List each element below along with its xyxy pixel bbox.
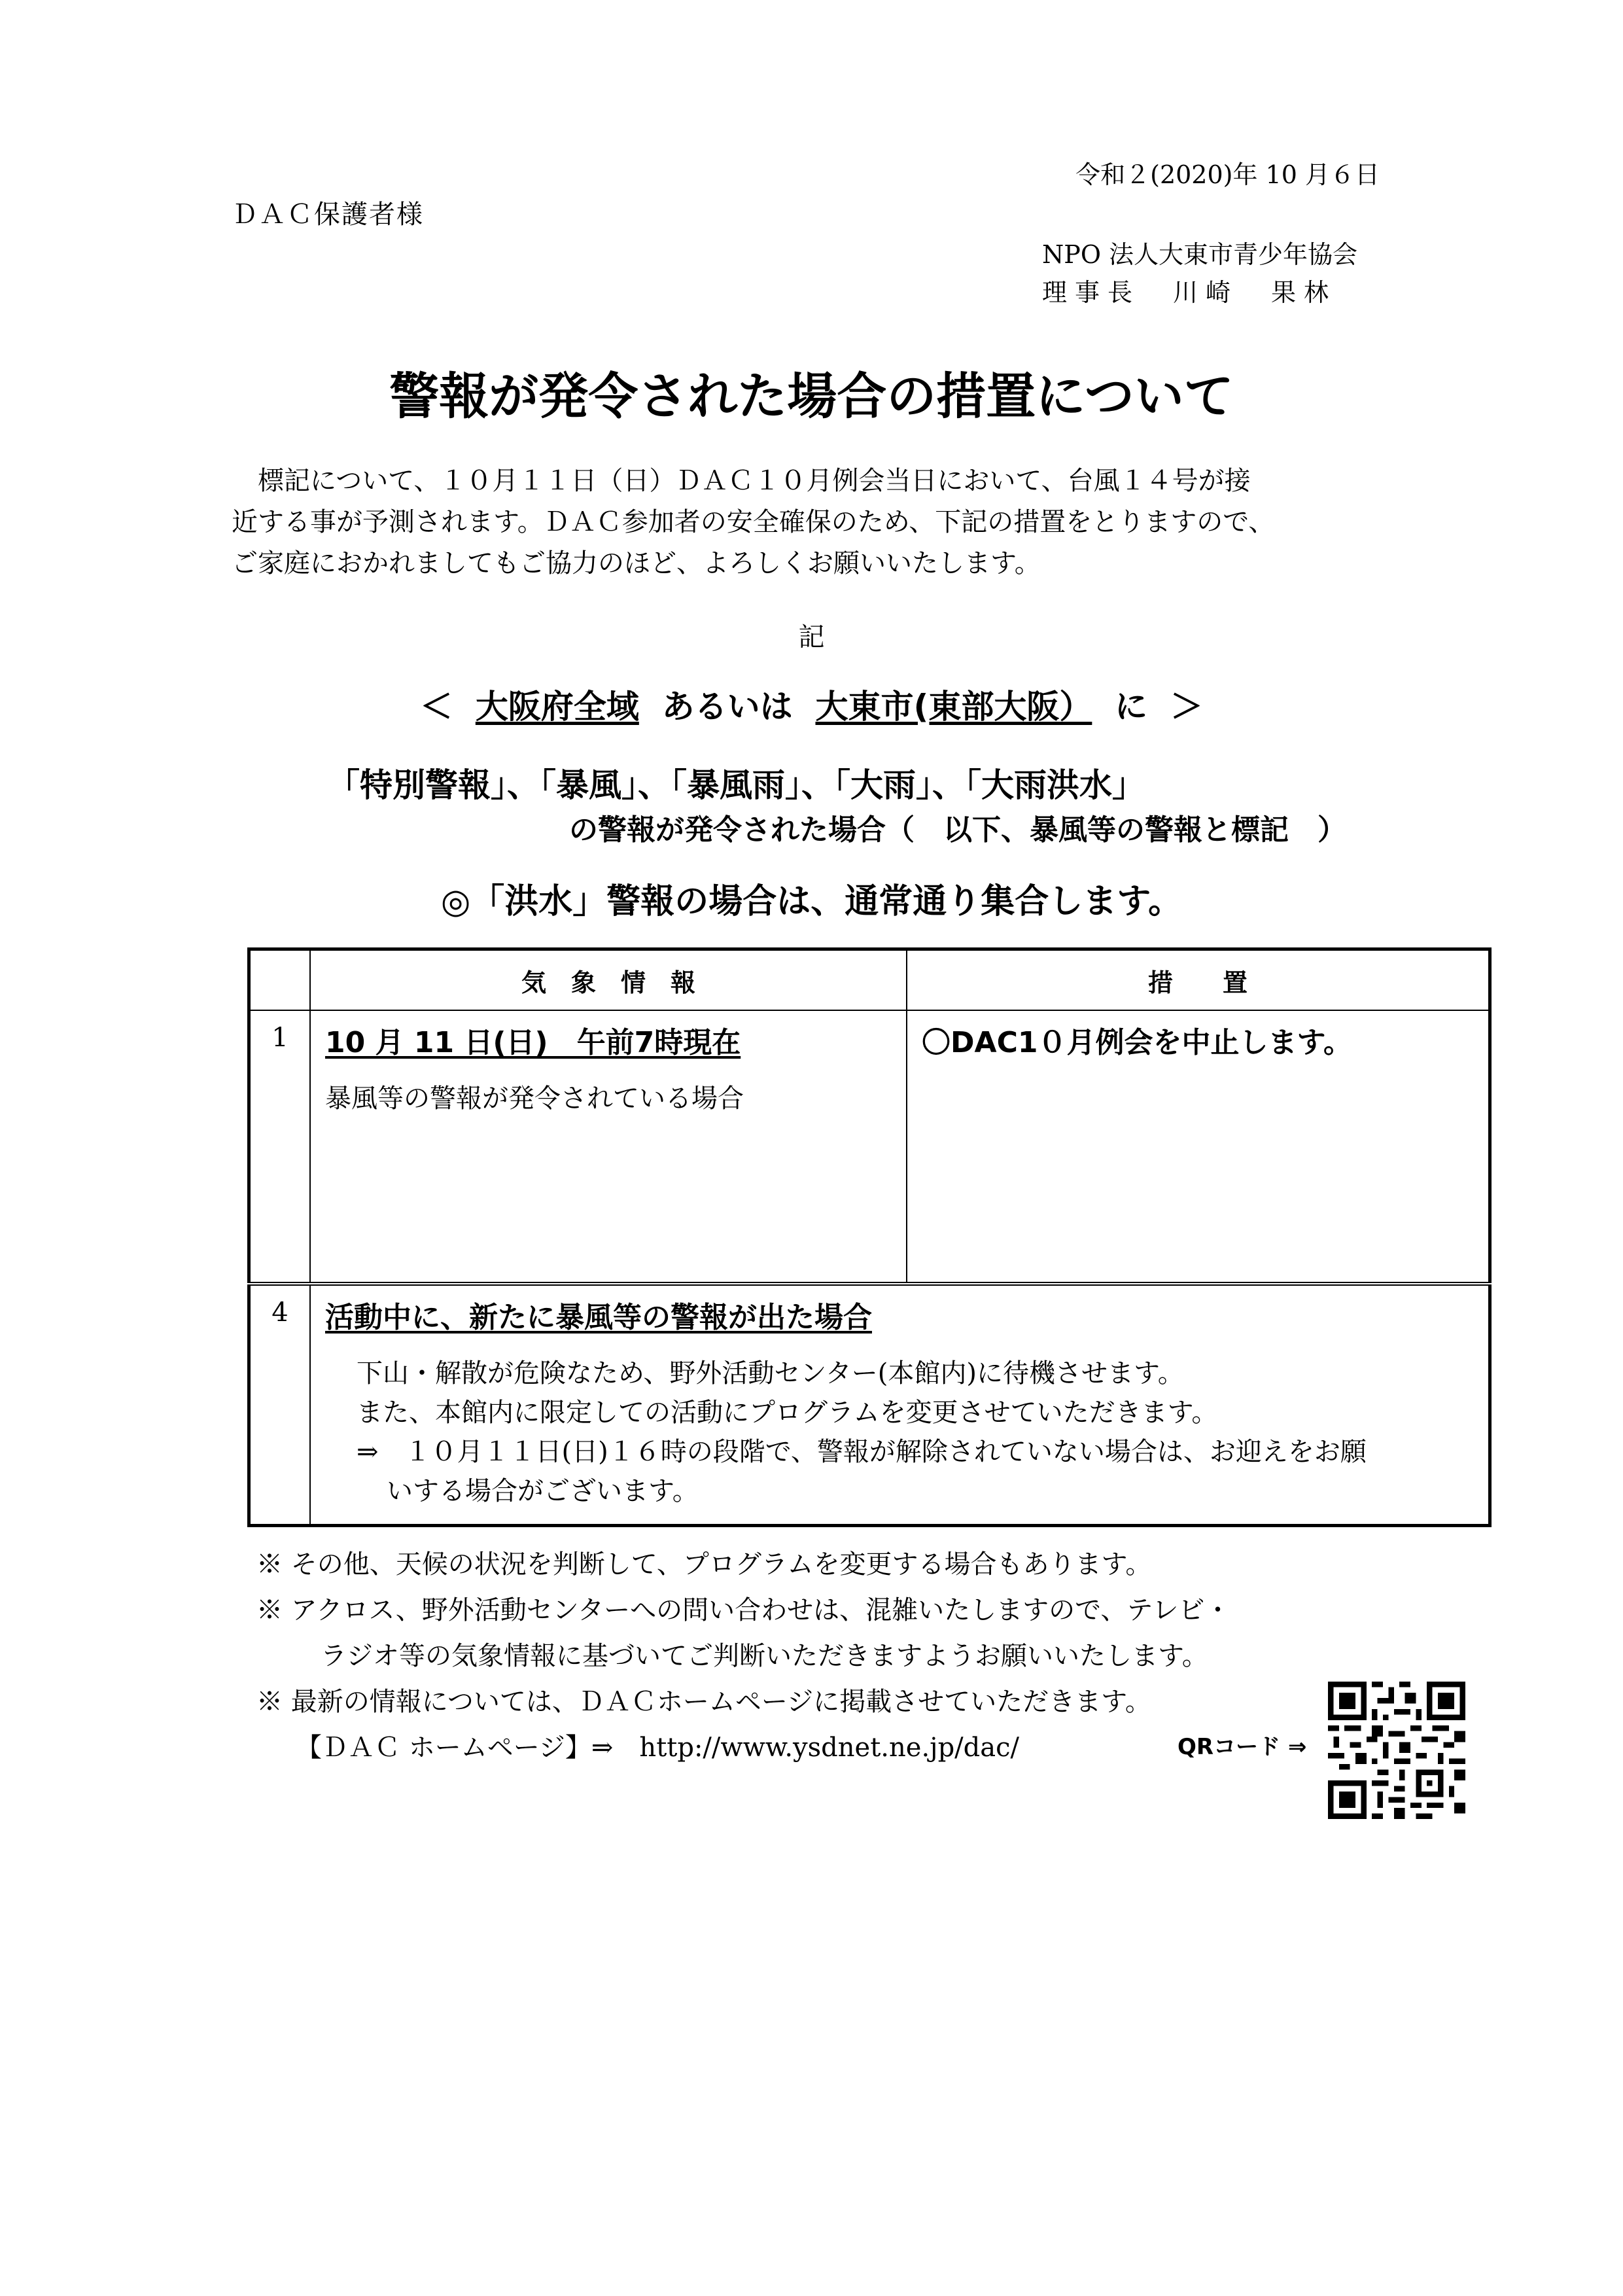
- row-number: 1: [249, 1010, 311, 1284]
- bracket-close: ＞: [1170, 688, 1203, 726]
- homepage-url[interactable]: 【ＤＡＣ ホームページ】⇒ http://www.ysdnet.ne.jp/dac/: [296, 1733, 1019, 1763]
- note-item: ※ 最新の情報については、ＤＡＣホームページに掲載させていただきます。: [256, 1687, 1151, 1717]
- document-title: 警報が発令された場合の措置について: [389, 367, 1234, 425]
- row-body: [357, 1354, 1488, 1511]
- document-date: 令和２(2020)年 10 月６日: [1075, 160, 1380, 189]
- notes-section: [256, 1542, 1231, 1771]
- area-daito: 大東市(東部大阪）: [815, 688, 1092, 726]
- intro-line: 近する事が予測されます。ＤＡＣ参加者の安全確保のため、下記の措置をとりますので、: [232, 507, 1275, 537]
- row-line: 下山・解散が危険なため、野外活動センター(本館内)に待機させます。: [357, 1358, 1184, 1388]
- intro-paragraph: [232, 461, 1396, 584]
- intro-line: ご家庭におかれましてもご協力のほど、よろしくお願いいたします。: [232, 548, 1041, 578]
- row-line: ⇒ １０月１１日(日)１６時の段階で、警報が解除されていない場合は、お迎えをお願: [357, 1437, 1367, 1467]
- row-line: また、本館内に限定しての活動にプログラムを変更させていただきます。: [357, 1398, 1218, 1428]
- row-body: 暴風等の警報が発令されている場合: [325, 1084, 744, 1114]
- header-weather: 気 象 情 報: [310, 949, 907, 1011]
- row-title: 10 月 11 日(日) 午前7時現在: [325, 1026, 741, 1059]
- measures-table: [247, 947, 1492, 1527]
- area-osaka: 大阪府全域: [475, 688, 639, 726]
- qr-label: QRコード ⇒: [1178, 1734, 1307, 1760]
- ki-marker: 記: [798, 622, 825, 652]
- header-measure: 措 置: [907, 949, 1490, 1011]
- area-or: あるいは: [661, 688, 793, 726]
- flood-note: ◎「洪水」警報の場合は、通常通り集合します。: [440, 882, 1183, 921]
- qr-code-icon[interactable]: [1328, 1682, 1465, 1819]
- row-line: いする場合がございます。: [387, 1476, 699, 1506]
- area-ni: に: [1115, 688, 1148, 726]
- warning-issued-note: の警報が発令された場合（ 以下、暴風等の警報と標記 ）: [569, 813, 1346, 847]
- header-num-cell: [249, 949, 311, 1011]
- bracket-open: ＜: [420, 688, 453, 726]
- organization-name: NPO 法人大東市青少年協会: [1042, 240, 1358, 269]
- row-action: 〇DAC1０月例会を中止します。: [922, 1026, 1352, 1059]
- table-header-row: [249, 949, 1490, 1011]
- measure-cell: [907, 1010, 1490, 1284]
- note-item: ※ その他、天候の状況を判断して、プログラムを変更する場合もあります。: [256, 1549, 1152, 1580]
- row-number: 4: [249, 1284, 311, 1526]
- note-item: ※ アクロス、野外活動センターへの問い合わせは、混雑いたしますので、テレビ・: [256, 1595, 1231, 1625]
- weather-cell: [310, 1010, 907, 1284]
- row-title: 活動中に、新たに暴風等の警報が出た場合: [325, 1301, 872, 1334]
- note-item: ラジオ等の気象情報に基づいてご判断いただきますようお願いいたします。: [321, 1641, 1208, 1671]
- table-row: [249, 1010, 1490, 1284]
- warning-types: 「特別警報」、「暴風」、「暴風雨」、「大雨」、「大雨洪水」: [327, 766, 1145, 804]
- recipient: ＤＡＣ保護者様: [232, 200, 424, 230]
- condition-area: [0, 680, 1623, 728]
- table-row: [249, 1284, 1490, 1526]
- activity-cell: [310, 1284, 1490, 1526]
- intro-line: 標記について、１０月１１日（日）ＤＡＣ１０月例会当日において、台風１４号が接: [232, 466, 1251, 496]
- chair-name: 理事長 川崎 果林: [1042, 278, 1337, 307]
